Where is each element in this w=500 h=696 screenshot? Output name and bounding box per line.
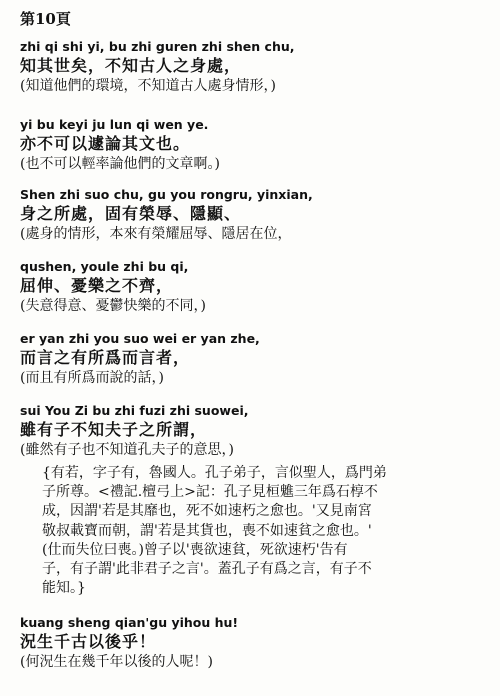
section-2 — [20, 116, 490, 174]
pinyin-line: qushen, youle zhi bu qi, — [20, 259, 189, 274]
translation-line: (而且有所爲而說的話，) — [20, 370, 164, 386]
section-6 — [20, 402, 490, 460]
translation-line: (失意得意、憂鬱快樂的不同，) — [20, 298, 206, 314]
pinyin-line: yi bu keyi ju lun qi wen ye. — [20, 117, 209, 132]
classical-text-line: 屈伸、憂樂之不齊， — [20, 276, 174, 295]
section-5 — [20, 330, 490, 388]
classical-text-line: 而言之有所爲而言者， — [20, 348, 191, 367]
classical-text-line: 身之所處，固有榮辱、隱顯、 — [20, 204, 242, 223]
note-line: {有若，字子有，魯國人。孔子弟子，言似聖人，爲門弟 — [42, 465, 387, 481]
classical-text-line: 雖有子不知夫子之所謂， — [20, 420, 208, 439]
translation-line: (處身的情形，本來有榮耀屈辱、隱居在位， — [20, 226, 292, 242]
pinyin-line: zhi qi shi yi, bu zhi guren zhi shen chu, — [20, 39, 295, 54]
translation-line: (知道他們的環境，不知道古人處身情形，) — [20, 78, 276, 94]
section-4 — [20, 258, 490, 316]
pinyin-line: kuang sheng qian'gu yihou hu! — [20, 615, 239, 630]
pinyin-line: er yan zhi you suo wei er yan zhe, — [20, 331, 260, 346]
note-line: 敬叔載寶而朝，謂'若是其貨也，喪不如速貧之愈也。' — [42, 522, 372, 539]
section-final — [20, 614, 490, 672]
translation-line: (雖然有子也不知道孔夫子的意思，) — [20, 442, 234, 458]
pinyin-line: sui You Zi bu zhi fuzi zhi suowei, — [20, 403, 249, 418]
translation-line: (也不可以輕率論他們的文章啊。) — [20, 156, 220, 172]
note-line: (仕而失位曰喪。)曾子以'喪欲速貧，死欲速朽'告有 — [42, 541, 348, 558]
translation-line: (何況生在幾千年以後的人呢！) — [20, 654, 213, 670]
note-line: 成，因謂'若是其靡也，死不如速朽之愈也。'又見南宮 — [42, 503, 372, 520]
page-number: 第10頁 — [20, 10, 71, 28]
classical-text-line: 知其世矣，不知古人之身處， — [20, 56, 242, 75]
note-line: 子所尊。<禮記.檀弓上>記：孔子見桓魋三年爲石椁不 — [42, 484, 378, 501]
classical-text-line: 亦不可以遽論其文也。 — [20, 134, 191, 153]
note-line: 能知。} — [42, 580, 86, 597]
section-3 — [20, 186, 490, 244]
commentary-note — [42, 464, 482, 598]
classical-text-line: 況生千古以後乎！ — [20, 632, 157, 651]
section-1 — [20, 38, 490, 96]
note-line: 子，有子謂'此非君子之言'。蓋孔子有爲之言，有子不 — [42, 561, 372, 578]
pinyin-line: Shen zhi suo chu, gu you rongru, yinxian, — [20, 187, 313, 202]
